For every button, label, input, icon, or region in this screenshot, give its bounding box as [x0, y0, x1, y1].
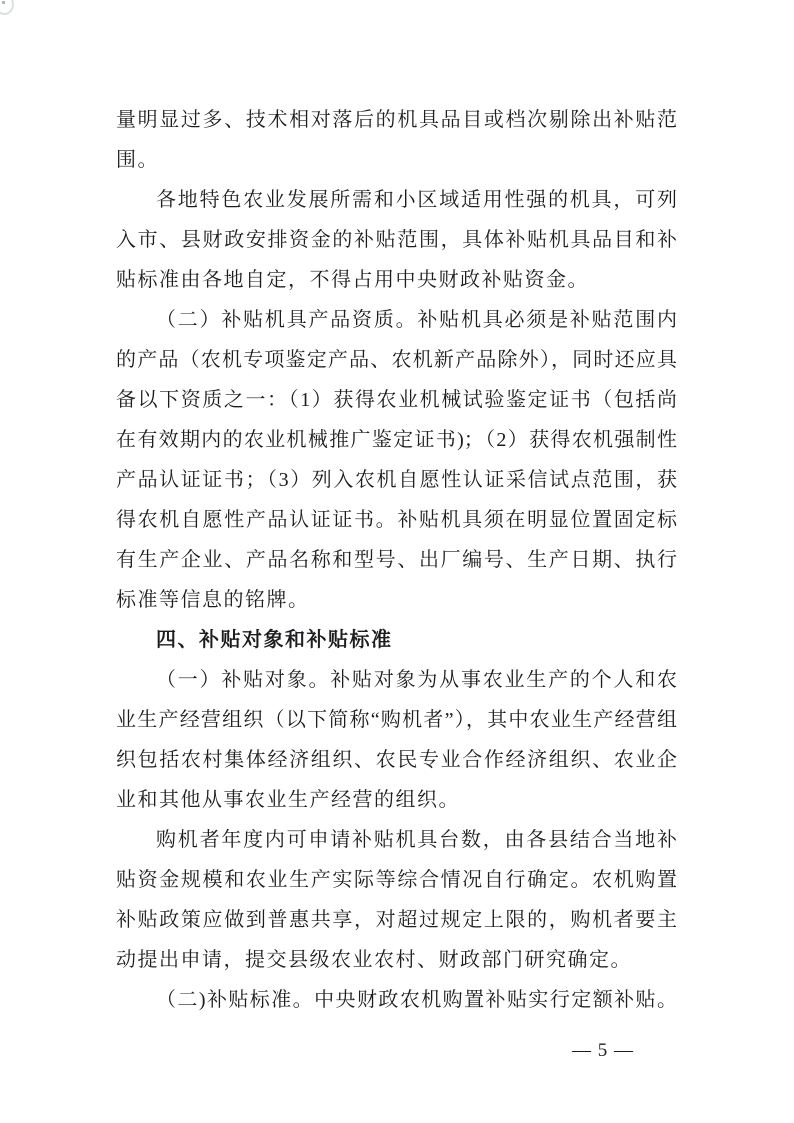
text-line: 产品认证证书；（3）列入农机自愿性认证采信试点范围，获	[116, 469, 677, 491]
text-line: （一）补贴对象。补贴对象为从事农业生产的个人和农	[156, 669, 677, 691]
text-line: 围。	[116, 149, 159, 171]
text-line: 织包括农村集体经济组织、农民专业合作经济组织、农业企	[116, 749, 677, 771]
text-line: 贴标准由各地自定，不得占用中央财政补贴资金。	[116, 269, 589, 291]
text-line: 有生产企业、产品名称和型号、出厂编号、生产日期、执行	[116, 549, 677, 571]
paragraph	[116, 820, 677, 980]
text-line: 业和其他从事农业生产经营的组织。	[116, 789, 460, 811]
text-line: 购机者年度内可申请补贴机具台数，由各县结合当地补	[156, 829, 677, 851]
text-line: 得农机自愿性产品认证证书。补贴机具须在明显位置固定标	[116, 509, 677, 531]
text-line: 动提出申请，提交县级农业农村、财政部门研究确定。	[116, 949, 632, 971]
scan-artifact	[0, 0, 14, 15]
text-line: 的产品（农机专项鉴定产品、农机新产品除外），同时还应具	[116, 349, 677, 371]
heading-line: 四、补贴对象和补贴标准	[156, 629, 393, 651]
paragraph	[116, 980, 677, 1020]
page-number: — 5 —	[572, 1040, 634, 1061]
section-heading	[116, 620, 677, 660]
text-line: （二）补贴机具产品资质。补贴机具必须是补贴范围内	[156, 309, 677, 331]
text-line: （二)补贴标准。中央财政农机购置补贴实行定额补贴。	[156, 989, 677, 1011]
paragraph	[116, 180, 677, 300]
text-line: 在有效期内的农业机械推广鉴定证书)；（2）获得农机强制性	[116, 429, 677, 451]
text-line: 入市、县财政安排资金的补贴范围，具体补贴机具品目和补	[116, 229, 677, 251]
text-line: 标准等信息的铭牌。	[116, 589, 310, 611]
text-line: 备以下资质之一：（1）获得农业机械试验鉴定证书（包括尚	[116, 389, 677, 411]
paragraph	[116, 100, 677, 180]
text-line: 贴资金规模和农业生产实际等综合情况自行确定。农机购置	[116, 869, 677, 891]
text-line: 补贴政策应做到普惠共享，对超过规定上限的，购机者要主	[116, 909, 677, 931]
paragraph	[116, 660, 677, 820]
text-line: 量明显过多、技术相对落后的机具品目或档次剔除出补贴范	[116, 109, 677, 131]
document-body	[116, 100, 677, 1020]
paragraph	[116, 300, 677, 620]
text-line: 各地特色农业发展所需和小区域适用性强的机具，可列	[156, 189, 677, 211]
text-line: 业生产经营组织（以下简称“购机者”），其中农业生产经营组	[116, 709, 677, 731]
